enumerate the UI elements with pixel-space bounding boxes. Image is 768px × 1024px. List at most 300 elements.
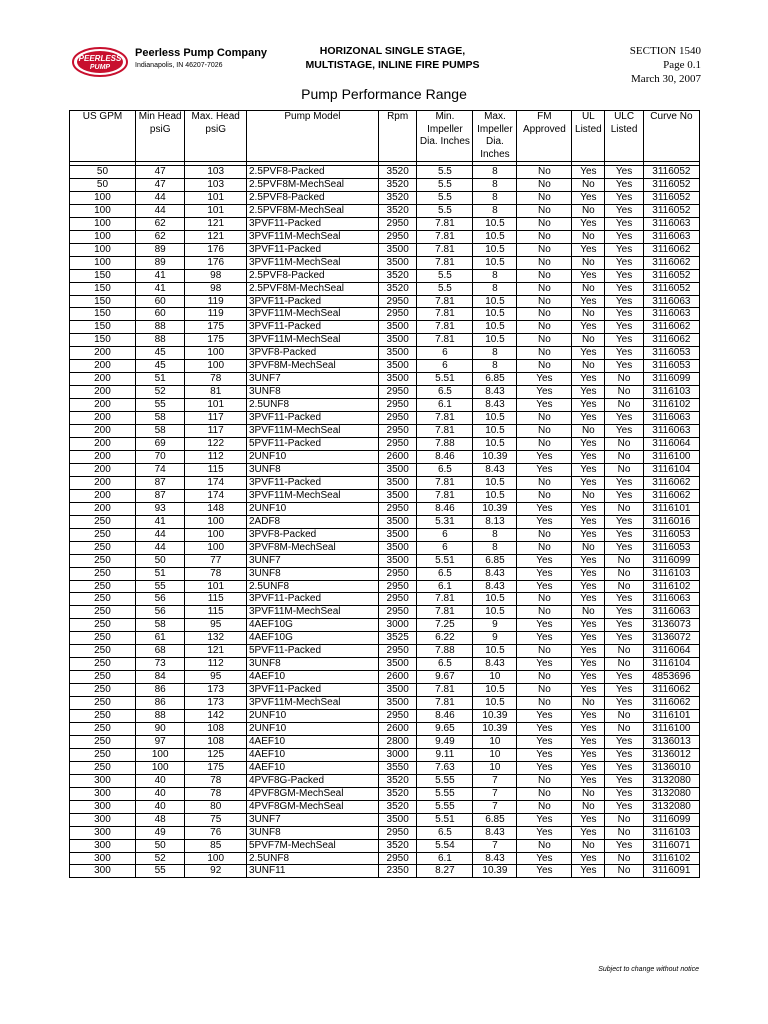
table-cell: 3500: [378, 373, 416, 386]
table-cell: 175: [185, 321, 247, 334]
table-cell: Yes: [605, 476, 643, 489]
table-cell: 88: [135, 334, 184, 347]
table-cell: No: [517, 243, 572, 256]
table-cell: 6: [417, 347, 473, 360]
table-cell: 44: [135, 541, 184, 554]
table-cell: 3116052: [643, 282, 699, 295]
table-cell: 7: [473, 800, 517, 813]
table-cell: 7.81: [417, 308, 473, 321]
table-cell: 55: [135, 580, 184, 593]
table-cell: 7.25: [417, 619, 473, 632]
table-cell: 300: [70, 826, 136, 839]
table-cell: 3500: [378, 347, 416, 360]
table-cell: 3500: [378, 528, 416, 541]
table-cell: 115: [185, 593, 247, 606]
table-cell: Yes: [572, 373, 605, 386]
column-header: Curve No: [643, 111, 699, 162]
table-cell: 8.43: [473, 399, 517, 412]
table-cell: 60: [135, 308, 184, 321]
table-cell: 10.5: [473, 438, 517, 451]
pump-performance-table: [69, 110, 700, 878]
table-cell: 80: [185, 800, 247, 813]
table-cell: 3UNF7: [246, 813, 378, 826]
table-cell: 200: [70, 425, 136, 438]
table-cell: 10.5: [473, 489, 517, 502]
table-cell: 3PVF11-Packed: [246, 412, 378, 425]
table-cell: 150: [70, 334, 136, 347]
table-cell: Yes: [517, 735, 572, 748]
table-cell: 3UNF8: [246, 386, 378, 399]
table-cell: 10.5: [473, 593, 517, 606]
table-cell: 3PVF11-Packed: [246, 593, 378, 606]
table-cell: Yes: [572, 684, 605, 697]
section-number: SECTION 1540: [629, 45, 701, 57]
table-row: [70, 671, 700, 684]
table-cell: Yes: [605, 295, 643, 308]
table-cell: 3UNF7: [246, 554, 378, 567]
company-name: Peerless Pump Company: [135, 47, 268, 59]
table-cell: 10.39: [473, 865, 517, 878]
table-cell: Yes: [605, 166, 643, 179]
table-cell: Yes: [605, 787, 643, 800]
table-cell: No: [605, 386, 643, 399]
table-cell: 101: [185, 580, 247, 593]
table-cell: 4PVF8GM-MechSeal: [246, 787, 378, 800]
table-cell: 3116103: [643, 826, 699, 839]
table-row: [70, 632, 700, 645]
table-row: [70, 515, 700, 528]
table-cell: Yes: [517, 658, 572, 671]
table-cell: 7.81: [417, 489, 473, 502]
table-cell: Yes: [572, 593, 605, 606]
table-cell: 7.81: [417, 593, 473, 606]
table-cell: 10.5: [473, 697, 517, 710]
table-cell: 8: [473, 166, 517, 179]
table-cell: 10.5: [473, 308, 517, 321]
table-cell: 250: [70, 684, 136, 697]
table-row: [70, 580, 700, 593]
table-cell: 44: [135, 528, 184, 541]
table-cell: Yes: [517, 826, 572, 839]
table-cell: 3UNF8: [246, 463, 378, 476]
table-cell: 3116104: [643, 658, 699, 671]
table-cell: Yes: [517, 554, 572, 567]
table-cell: 9: [473, 619, 517, 632]
table-cell: 3PVF11-Packed: [246, 217, 378, 230]
table-cell: 40: [135, 800, 184, 813]
table-row: [70, 412, 700, 425]
table-cell: Yes: [517, 580, 572, 593]
table-cell: 3116103: [643, 567, 699, 580]
table-cell: 5.51: [417, 813, 473, 826]
table-cell: 3500: [378, 243, 416, 256]
table-cell: 3116062: [643, 489, 699, 502]
table-cell: Yes: [605, 217, 643, 230]
table-cell: 3UNF8: [246, 658, 378, 671]
table-cell: 2.5UNF8: [246, 852, 378, 865]
table-cell: 44: [135, 204, 184, 217]
table-cell: Yes: [572, 735, 605, 748]
table-cell: 10.39: [473, 710, 517, 723]
table-cell: Yes: [572, 722, 605, 735]
table-cell: 10: [473, 748, 517, 761]
table-cell: Yes: [572, 295, 605, 308]
table-cell: 4AEF10G: [246, 619, 378, 632]
table-cell: No: [572, 282, 605, 295]
table-cell: 5PVF11-Packed: [246, 645, 378, 658]
table-cell: 3PVF11M-MechSeal: [246, 606, 378, 619]
table-cell: 10.5: [473, 217, 517, 230]
table-cell: No: [605, 450, 643, 463]
table-row: [70, 554, 700, 567]
table-row: [70, 502, 700, 515]
table-cell: Yes: [517, 852, 572, 865]
column-header: Max. Impeller Dia. Inches: [473, 111, 517, 162]
table-cell: 5.5: [417, 204, 473, 217]
table-cell: No: [605, 373, 643, 386]
table-cell: 10.5: [473, 243, 517, 256]
table-cell: 3PVF11M-MechSeal: [246, 308, 378, 321]
table-cell: Yes: [572, 632, 605, 645]
table-cell: Yes: [605, 269, 643, 282]
table-row: [70, 230, 700, 243]
table-cell: 150: [70, 308, 136, 321]
table-cell: 200: [70, 438, 136, 451]
table-cell: Yes: [605, 256, 643, 269]
table-cell: Yes: [605, 489, 643, 502]
table-cell: 10.5: [473, 230, 517, 243]
table-row: [70, 334, 700, 347]
table-cell: No: [572, 178, 605, 191]
table-cell: 173: [185, 697, 247, 710]
table-cell: 3500: [378, 463, 416, 476]
table-cell: 9.67: [417, 671, 473, 684]
table-row: [70, 735, 700, 748]
table-cell: 200: [70, 463, 136, 476]
table-row: [70, 748, 700, 761]
table-cell: Yes: [605, 204, 643, 217]
table-cell: 200: [70, 450, 136, 463]
table-cell: Yes: [605, 230, 643, 243]
table-row: [70, 178, 700, 191]
table-cell: 174: [185, 489, 247, 502]
table-cell: 55: [135, 399, 184, 412]
table-cell: No: [572, 606, 605, 619]
table-cell: 7.81: [417, 334, 473, 347]
table-cell: 3116100: [643, 450, 699, 463]
table-cell: 3116063: [643, 593, 699, 606]
table-cell: No: [517, 308, 572, 321]
table-cell: 10.5: [473, 476, 517, 489]
table-cell: 3PVF11-Packed: [246, 476, 378, 489]
table-row: [70, 269, 700, 282]
table-cell: Yes: [572, 269, 605, 282]
table-cell: 7.81: [417, 476, 473, 489]
table-cell: 8: [473, 191, 517, 204]
table-cell: Yes: [605, 697, 643, 710]
table-cell: 300: [70, 839, 136, 852]
table-row: [70, 606, 700, 619]
table-cell: 200: [70, 360, 136, 373]
table-cell: No: [517, 489, 572, 502]
table-cell: 10: [473, 761, 517, 774]
table-cell: 45: [135, 347, 184, 360]
table-cell: Yes: [605, 412, 643, 425]
table-cell: 5.5: [417, 282, 473, 295]
table-cell: Yes: [517, 399, 572, 412]
table-cell: 100: [135, 748, 184, 761]
table-cell: 2950: [378, 217, 416, 230]
logo-text-line1: PEERLESS: [78, 54, 122, 63]
table-cell: 10.39: [473, 450, 517, 463]
table-cell: 7: [473, 774, 517, 787]
table-cell: 8.46: [417, 710, 473, 723]
table-cell: 250: [70, 697, 136, 710]
table-cell: 3UNF7: [246, 373, 378, 386]
table-cell: Yes: [572, 761, 605, 774]
peerless-pump-logo: [72, 47, 128, 77]
table-cell: 3116052: [643, 178, 699, 191]
table-row: [70, 826, 700, 839]
table-cell: 69: [135, 438, 184, 451]
table-cell: 88: [135, 321, 184, 334]
table-cell: 3116063: [643, 230, 699, 243]
table-cell: Yes: [605, 839, 643, 852]
table-cell: Yes: [572, 515, 605, 528]
table-cell: 89: [135, 256, 184, 269]
company-address: Indianapolis, IN 46207-7026: [135, 62, 223, 69]
table-cell: 175: [185, 761, 247, 774]
table-cell: 250: [70, 567, 136, 580]
table-cell: 5.51: [417, 373, 473, 386]
table-row: [70, 399, 700, 412]
table-cell: 200: [70, 347, 136, 360]
table-cell: Yes: [572, 826, 605, 839]
table-cell: 3500: [378, 541, 416, 554]
table-cell: No: [572, 839, 605, 852]
table-cell: 2950: [378, 606, 416, 619]
table-cell: 300: [70, 800, 136, 813]
column-header: Min. Impeller Dia. Inches: [417, 111, 473, 162]
table-cell: 9: [473, 632, 517, 645]
table-cell: Yes: [572, 619, 605, 632]
table-cell: Yes: [572, 191, 605, 204]
table-cell: 10.5: [473, 684, 517, 697]
table-cell: 121: [185, 645, 247, 658]
table-header-row: [70, 111, 700, 162]
table-cell: 3PVF8M-MechSeal: [246, 541, 378, 554]
table-cell: 101: [185, 399, 247, 412]
table-cell: Yes: [517, 515, 572, 528]
table-cell: 3PVF8M-MechSeal: [246, 360, 378, 373]
table-cell: 3UNF8: [246, 567, 378, 580]
table-cell: 8.43: [473, 580, 517, 593]
table-row: [70, 774, 700, 787]
table-cell: 3PVF11-Packed: [246, 321, 378, 334]
table-cell: 2950: [378, 438, 416, 451]
table-cell: No: [572, 800, 605, 813]
table-cell: 10.39: [473, 502, 517, 515]
table-cell: 3520: [378, 204, 416, 217]
table-cell: 5.5: [417, 166, 473, 179]
table-cell: 200: [70, 489, 136, 502]
table-cell: 68: [135, 645, 184, 658]
column-header: Max. Head psiG: [185, 111, 247, 162]
table-cell: 6.85: [473, 373, 517, 386]
table-cell: 3116064: [643, 438, 699, 451]
table-cell: 121: [185, 217, 247, 230]
table-cell: 5.5: [417, 178, 473, 191]
table-cell: 40: [135, 774, 184, 787]
table-cell: No: [517, 645, 572, 658]
table-cell: No: [517, 541, 572, 554]
table-cell: 3520: [378, 191, 416, 204]
table-cell: 3000: [378, 748, 416, 761]
table-cell: 3136012: [643, 748, 699, 761]
table-cell: 89: [135, 243, 184, 256]
table-cell: 41: [135, 269, 184, 282]
table-cell: Yes: [572, 554, 605, 567]
table-cell: 2600: [378, 450, 416, 463]
table-cell: 62: [135, 217, 184, 230]
table-cell: 100: [70, 191, 136, 204]
table-cell: 117: [185, 412, 247, 425]
table-cell: 200: [70, 476, 136, 489]
table-cell: No: [605, 852, 643, 865]
table-cell: 2.5PVF8M-MechSeal: [246, 204, 378, 217]
table-cell: 3116062: [643, 321, 699, 334]
table-cell: 3520: [378, 178, 416, 191]
table-cell: 3116063: [643, 412, 699, 425]
table-cell: No: [517, 412, 572, 425]
table-cell: Yes: [605, 347, 643, 360]
table-cell: 95: [185, 619, 247, 632]
table-cell: 4AEF10: [246, 671, 378, 684]
table-cell: 3500: [378, 658, 416, 671]
table-row: [70, 476, 700, 489]
table-cell: 4AEF10: [246, 735, 378, 748]
table-cell: 3520: [378, 774, 416, 787]
table-cell: 55: [135, 865, 184, 878]
table-cell: Yes: [572, 852, 605, 865]
table-cell: No: [605, 463, 643, 476]
table-cell: 3116101: [643, 710, 699, 723]
table-cell: 142: [185, 710, 247, 723]
table-cell: 2950: [378, 308, 416, 321]
table-cell: 3116052: [643, 191, 699, 204]
table-cell: 132: [185, 632, 247, 645]
table-cell: 6: [417, 528, 473, 541]
table-cell: Yes: [572, 463, 605, 476]
table-cell: 3500: [378, 813, 416, 826]
table-cell: Yes: [572, 528, 605, 541]
table-cell: 2.5PVF8M-MechSeal: [246, 282, 378, 295]
table-cell: 8.43: [473, 852, 517, 865]
table-row: [70, 839, 700, 852]
table-cell: 5.5: [417, 269, 473, 282]
table-cell: 3116063: [643, 295, 699, 308]
document-heading: [285, 44, 500, 72]
table-cell: 3116062: [643, 256, 699, 269]
table-cell: Yes: [605, 541, 643, 554]
table-cell: 3500: [378, 554, 416, 567]
table-cell: 84: [135, 671, 184, 684]
table-cell: No: [572, 230, 605, 243]
table-cell: 5PVF11-Packed: [246, 438, 378, 451]
table-cell: 2UNF10: [246, 710, 378, 723]
table-cell: 112: [185, 658, 247, 671]
table-cell: No: [572, 334, 605, 347]
table-cell: 3500: [378, 256, 416, 269]
table-cell: 3116099: [643, 554, 699, 567]
table-cell: 7.81: [417, 217, 473, 230]
table-cell: 8.27: [417, 865, 473, 878]
table-cell: 173: [185, 684, 247, 697]
table-cell: 3116103: [643, 386, 699, 399]
table-cell: 50: [70, 166, 136, 179]
table-cell: No: [517, 334, 572, 347]
table-cell: 3116101: [643, 502, 699, 515]
table-row: [70, 645, 700, 658]
table-cell: 250: [70, 748, 136, 761]
table-cell: 8.13: [473, 515, 517, 528]
table-cell: 81: [185, 386, 247, 399]
table-cell: 3136072: [643, 632, 699, 645]
table-cell: 49: [135, 826, 184, 839]
table-cell: 2950: [378, 567, 416, 580]
table-cell: 3116071: [643, 839, 699, 852]
table-cell: 4PVF8G-Packed: [246, 774, 378, 787]
table-cell: 250: [70, 671, 136, 684]
table-cell: 3116100: [643, 722, 699, 735]
table-cell: 3132080: [643, 800, 699, 813]
table-cell: Yes: [605, 178, 643, 191]
table-cell: 70: [135, 450, 184, 463]
table-cell: 100: [185, 515, 247, 528]
table-cell: Yes: [572, 166, 605, 179]
table-cell: 3116099: [643, 813, 699, 826]
table-cell: Yes: [572, 450, 605, 463]
table-cell: 300: [70, 852, 136, 865]
table-cell: 10: [473, 735, 517, 748]
table-cell: 2600: [378, 671, 416, 684]
table-cell: 3116016: [643, 515, 699, 528]
table-cell: Yes: [572, 399, 605, 412]
table-body: [70, 162, 700, 878]
table-cell: Yes: [605, 528, 643, 541]
table-cell: 48: [135, 813, 184, 826]
table-cell: 56: [135, 606, 184, 619]
table-cell: 51: [135, 373, 184, 386]
table-cell: 8.43: [473, 567, 517, 580]
table-cell: Yes: [572, 710, 605, 723]
table-cell: 100: [70, 256, 136, 269]
heading-line-2: MULTISTAGE, INLINE FIRE PUMPS: [305, 59, 480, 71]
table-cell: No: [517, 360, 572, 373]
table-cell: 2950: [378, 295, 416, 308]
table-cell: Yes: [572, 217, 605, 230]
table-cell: 175: [185, 334, 247, 347]
table-cell: No: [572, 360, 605, 373]
table-cell: 74: [135, 463, 184, 476]
table-cell: 3500: [378, 321, 416, 334]
table-cell: 250: [70, 722, 136, 735]
table-cell: 250: [70, 541, 136, 554]
table-cell: 10.5: [473, 645, 517, 658]
table-cell: 2950: [378, 852, 416, 865]
table-cell: Yes: [572, 347, 605, 360]
table-row: [70, 865, 700, 878]
